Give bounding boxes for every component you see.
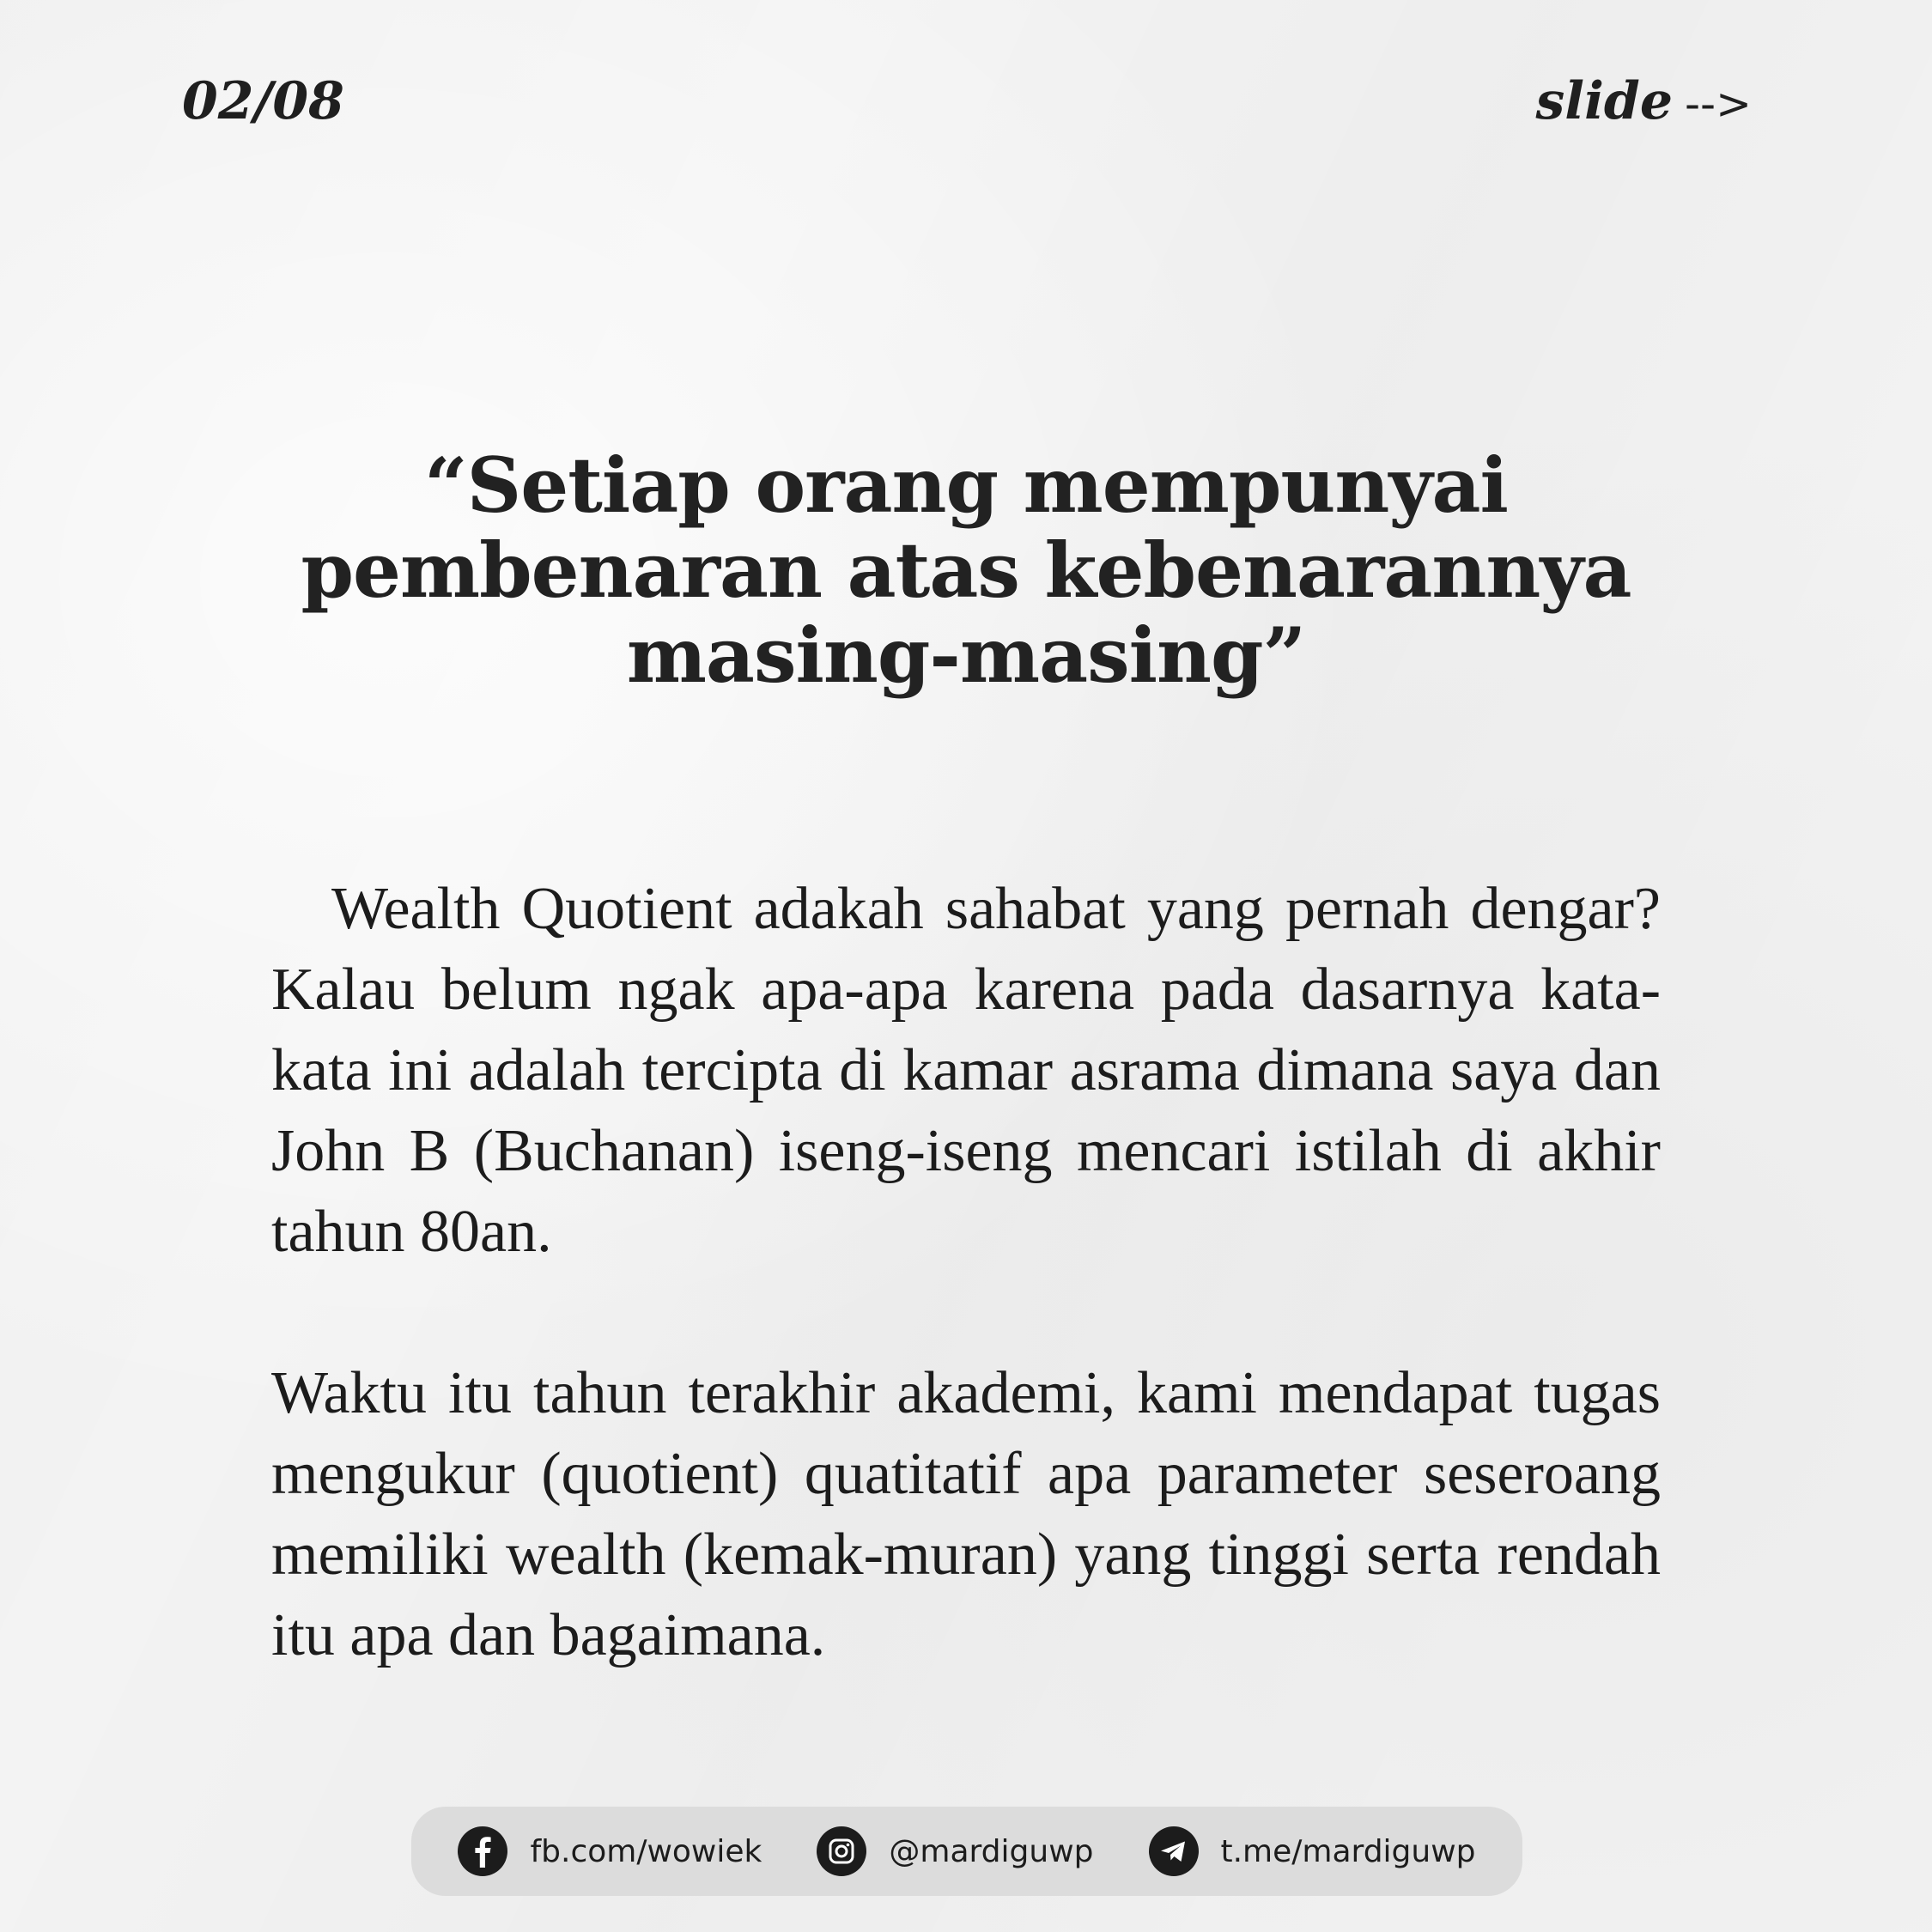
quote-heading: “Setiap orang mempunyai pembenaran atas kebenarannya masing-masing”: [301, 440, 1631, 700]
social-bar: [411, 1807, 1522, 1896]
body-paragraph-1: Wealth Quotient adakah sahabat yang pernah dengar? Kalau belum ngak apa-apa karena pada dasarnya kata-kata ini adalah tercipta di kamar asrama dimana saya dan John B (Buchanan) iseng-iseng mencari istilah di akhir tahun 80an.: [271, 876, 1661, 1265]
slide-label: slide: [1535, 71, 1674, 131]
slide-arrow: -->: [1685, 79, 1752, 129]
page-number: 02/08: [182, 71, 344, 131]
facebook-icon: [458, 1826, 507, 1876]
telegram-icon: [1149, 1826, 1199, 1876]
social-item-telegram[interactable]: [1149, 1826, 1476, 1876]
facebook-handle: fb.com/wowiek: [530, 1833, 762, 1869]
instagram-icon: [817, 1826, 866, 1876]
telegram-handle: t.me/mardiguwp: [1220, 1833, 1476, 1869]
instagram-handle: @mardiguwp: [889, 1833, 1094, 1869]
social-item-facebook[interactable]: [458, 1826, 762, 1876]
social-item-instagram[interactable]: [817, 1826, 1093, 1876]
body-paragraph-2: Waktu itu tahun terakhir akademi, kami mendapat tugas mengukur (quotient) quatitatif apa parameter seseroang memiliki wealth (kemak-muran) yang tinggi serta rendah itu apa dan bagaimana.: [271, 1360, 1661, 1668]
slide-next-hint[interactable]: [1535, 71, 1752, 131]
